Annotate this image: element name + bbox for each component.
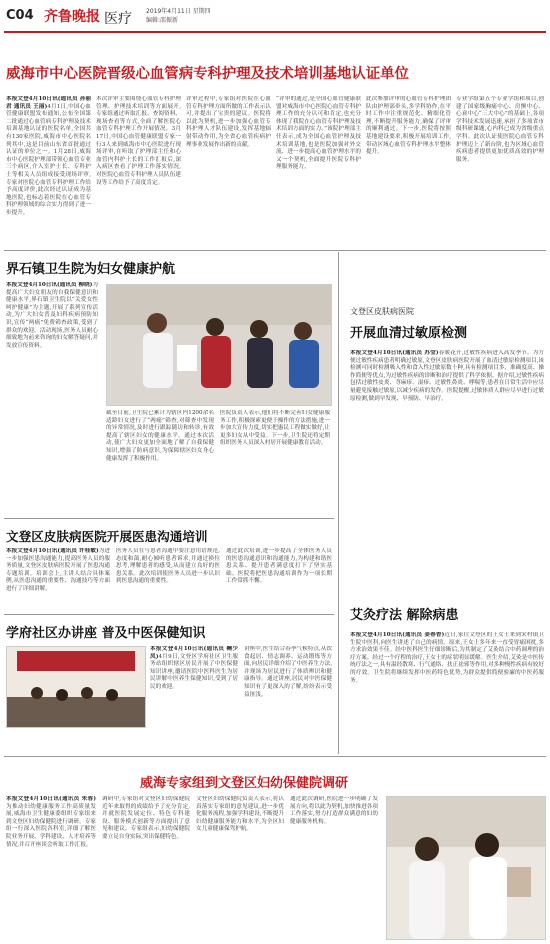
article3-col2: 医务人员在与患者沟通中要注意用语规范,态度和蔼,耐心倾听患者诉求,并通过换位思考,理解患者的感受,从而建立良好的医患关系。此次培训使医务人员进一步认识到医患沟通的重要性。 bbox=[116, 548, 220, 585]
divider bbox=[4, 518, 334, 519]
article6-byline: 本报文登4月10日讯(通讯员 姜春香) bbox=[350, 632, 445, 638]
article2-photo bbox=[106, 284, 332, 406]
issue-date: 2019年4月11日 星期四 bbox=[146, 8, 211, 15]
article1-col6: 专业学组第五个专业学组和项目,创建了国家级胸痛中心、房颤中心、心衰中心“三大中心”的基础上,各项学科技术发展迅速,承担了多项省市级科研课题,心内科已成为省级重点学科。此次认证使医院心血管专科护理迈上了新台阶,也为区域心血管疾病患者提供更加优质高效的护理服务。 bbox=[456, 96, 544, 163]
article2-title: 界石镇卫生院为妇女健康护航 bbox=[6, 262, 176, 277]
article2-byline: 本报文登4月10日讯(通讯员 柳晓) bbox=[6, 282, 93, 288]
divider bbox=[4, 756, 546, 757]
article4-col1: 本报文登4月10日讯(通讯员 鞠少凤)4月9日,文登区学府社区卫生服务站组织辖区居民开展了中医保健知识讲座,邀请医院中医科医生为居民讲解中医养生保健知识,受到了居民的欢迎。 bbox=[150, 646, 238, 690]
article1-col3: 评审过程中,专家组对医院在心血管专科护理方面所做的工作表示认可,并提出了宝贵的建议。医院将以此为契机,进一步加强心血管专科护理人才队伍建设,发挥基地辐射带动作用,为全省心血管疾病护理事业发展作出新的贡献。 bbox=[186, 96, 271, 148]
article5-byline: 本报文登4月10日讯(通讯员 苏莹) bbox=[350, 350, 439, 356]
article1-byline: 本报文登4月10日讯(通讯员 孙丽君 通讯员 王丽) bbox=[6, 96, 91, 110]
article2-col2: 截至目前,卫生院已累计为辖区内1200余名适龄妇女进行了“两癌”筛查,对筛查中发现的异常情况,及时进行跟踪随访和转诊,有效提高了辖区妇女的健康水平。通过本次活动,使广大妇女更加全面地了解了自我保健知识,增强了防病意识,为保障辖区妇女身心健康发挥了积极作用。 bbox=[106, 410, 214, 462]
article2-col1: 本报文登4月10日讯(通讯员 柳晓)为提高广大妇女朋友的自我保健意识和健康水平,界石镇卫生院以“关爱女性 呵护健康”为主题,开展了系列宣传活动,为广大妇女普及妇科疾病预防知识,宣传“两癌”免费筛查政策,受到了群众的欢迎。活动现场,医务人员耐心细致地为前来咨询的妇女解答疑问,并发放宣传资料。 bbox=[6, 282, 98, 349]
article3-byline: 本报文登4月10日讯(通讯员 许桂敏) bbox=[6, 548, 99, 554]
article3-col3: 通过此次培训,进一步提高了全体医务人员的医患沟通意识和沟通能力,为构建和谐医患关系、提升患者满意度打下了坚实基础。医院将把医患沟通培训作为一项长期工作常抓不懈。 bbox=[226, 548, 332, 585]
article5-kicker: 文登区皮肤病医院 bbox=[350, 307, 414, 316]
divider bbox=[4, 250, 546, 251]
article4-title: 学府社区办讲座 普及中医保健知识 bbox=[6, 626, 206, 641]
page-code: C04 bbox=[6, 8, 34, 23]
article1-col4: “评审的通过,是全国心血管健康联盟对威海市中心医院心血管专科护理工作的充分认可和肯定,也充分体现了我院在心血管专科护理及技术培训方面的实力。”该院护理部主任表示,成为全国心血管护理及技术培训基地,也是医院加强对外交流、进一步提高心血管护理水平的又一个契机,全面提升医院专科护理服务能力。 bbox=[276, 96, 361, 171]
article7-title: 威海专家组到文登区妇幼保健院调研 bbox=[140, 776, 349, 791]
article7-byline: 本报文登4月10日讯(通讯员 朱蓉) bbox=[6, 796, 96, 802]
article6-title: 艾灸疗法 解除病患 bbox=[350, 608, 459, 623]
article1-col2: 本次评审主要围绕心血管专科护理管理、护理技术培训等方面展开,专家组通过听取汇报、查阅资料、现场查看等方式,全面了解医院心血管专科护理工作开展情况。3月17日,中国心血管健康联盟专家一行3人来到威海市中心医院进行现场评审,在听取了护理部主任和心血管内科护士长的工作汇报后,深入病区查看了护理工作落实情况,对医院心血管专科护理人员队伍建设等工作给予了高度肯定。 bbox=[96, 96, 181, 186]
article6-body: 本报文登4月10日讯(通讯员 姜春香)近日,家住文登区的王女士来到宋村镇卫生院中医科,向医生讲述了自己的病情。原来,王女士多年来一直受胃痛困扰,多方求治效果不佳。经中医科医生仔细诊断后,为其制定了艾灸结合中药调理的治疗方案。经过一个疗程的治疗,王女士的症状明显缓解。医生介绍,艾灸是中医传统疗法之一,具有温经散寒、行气通络、扶正祛邪等作用,对多种慢性疾病有较好的疗效。卫生院将继续发挥中医药特色优势,为群众提供简便验廉的中医药服务。 bbox=[350, 632, 544, 684]
article1-col1: 本报文登4月10日讯(通讯员 孙丽君 通讯员 王丽)4月1日,中国心血管健康联盟发布通知,公布全国第二批通过心血管病专科护理及技术培训基地认证的医院名单,全国共有130家医院,威海市中心医院名列其中,这是目前山东省首批通过认证的单位之一。1月28日,威海市中心医院护理部带领心血管专业三个病区,介入室护士长、专科护士等相关人员组成接受现场评审,专家对医院心血管专科护理工作给予高度评价,此次经过认证成为基地医院,也标志着医院在心血管专科护理领域的综合实力得到了进一步提升。 bbox=[6, 96, 91, 216]
article4-byline: 本报文登4月10日讯(通讯员 鞠少凤) bbox=[150, 646, 238, 660]
article5-body: 本报文登4月10日讯(通讯员 苏莹)春暖花开,过敏性疾病进入高发季节。为方便过敏性疾病患者明确过敏原,文登区皮肤病医院开展了血清过敏原检测项目,该检测可同时检测吸入性和食入性过敏原数十种,具有检测项目多、准确度高、操作简便等优点,为过敏性疾病的诊断和治疗提供了科学依据。据介绍,过敏性疾病包括过敏性皮炎、荨麻疹、湿疹、过敏性鼻炎、哮喘等,患者在日常生活中应尽量避免接触过敏原,以减少疾病的发作。医院提醒,过敏体质人群应尽早进行过敏原检测,做到早发现、早预防、早治疗。 bbox=[350, 350, 544, 402]
article7-col3: 文登区妇幼保健院负责人表示,将认真落实专家组的意见建议,进一步优化服务流程,加强学科建设,不断提升妇幼健康服务能力和水平,为全区妇女儿童健康保驾护航。 bbox=[196, 796, 284, 833]
article3-col1: 本报文登4月10日讯(通讯员 许桂敏)为进一步加强医患沟通能力,提高医务人员的服务质量,文登区皮肤病医院开展了医患沟通专题培训。培训会上,主讲人结合具体案例,从医患沟通的重要性、沟通技巧等方面进行了详细讲解。 bbox=[6, 548, 110, 592]
article4-photo bbox=[6, 646, 146, 728]
article7-photo bbox=[386, 796, 546, 940]
article2-col3: 医院负责人表示,他们将不断完善妇女健康服务工作,积极探索更便于操作的方法措施,进一步加大宣传力度,切实把惠民工程做实做好,让更多妇女从中受益。下一步,卫生院还将定期组织医务人员深入村居开展健康教育活动。 bbox=[220, 410, 330, 447]
editor: 编辑:邵振新 bbox=[146, 17, 179, 24]
article5-title: 开展血清过敏原检测 bbox=[350, 326, 468, 341]
article7-col4: 通过此次调研,医院进一步明确了发展方向,将以此为契机,加快推进各项工作落实,努力打造群众满意的妇幼健康服务机构。 bbox=[290, 796, 378, 825]
section-name: 医疗 bbox=[104, 11, 132, 27]
article7-col1: 本报文登4月10日讯(通讯员 朱蓉)为推动妇幼健康服务工作高质量发展,威海市卫生健康委组织专家组来到文登区妇幼保健院进行调研。专家组一行深入医院各科室,详细了解医院业务开展、学科建设、人才培养等情况,并召开座谈会听取工作汇报。 bbox=[6, 796, 96, 848]
newspaper-name: 齐鲁晚报 bbox=[44, 9, 100, 25]
article3-title: 文登区皮肤病医院开展医患沟通培训 bbox=[6, 529, 208, 544]
article1-col5: 此次参加评审的心血管专科护理团队由护理部牵头,多学科协作,在平时工作中注重规范化、精细化管理,不断提升服务能力,确保了评审的顺利通过。下一步,医院将按照基地建设要求,积极开展培训工作,带动区域心血管专科护理水平整体提升。 bbox=[366, 96, 451, 156]
divider bbox=[4, 614, 334, 615]
divider bbox=[338, 252, 339, 754]
article7-col2: 调研中,专家组对文登区妇幼保健院近年来取得的成绩给予了充分肯定,并就医院发展定位、特色专科建设、服务模式创新等方面提出了意见和建议。专家组表示,妇幼保健院要立足自身实际,突出保健特色。 bbox=[102, 796, 190, 840]
article1-title: 威海市中心医院晋级心血管病专科护理及技术培训基地认证单位 bbox=[6, 66, 409, 82]
header-rule bbox=[4, 31, 546, 33]
article4-col2: 讲座中,医生结合春季气候特点,从饮食起居、情志调养、运动锻炼等方面,向居民详细介绍了中医养生方法,并现场为居民进行了体质辨识和健康指导。通过讲座,居民对中医保健知识有了更深入的了解,纷纷表示受益匪浅。 bbox=[244, 646, 332, 698]
